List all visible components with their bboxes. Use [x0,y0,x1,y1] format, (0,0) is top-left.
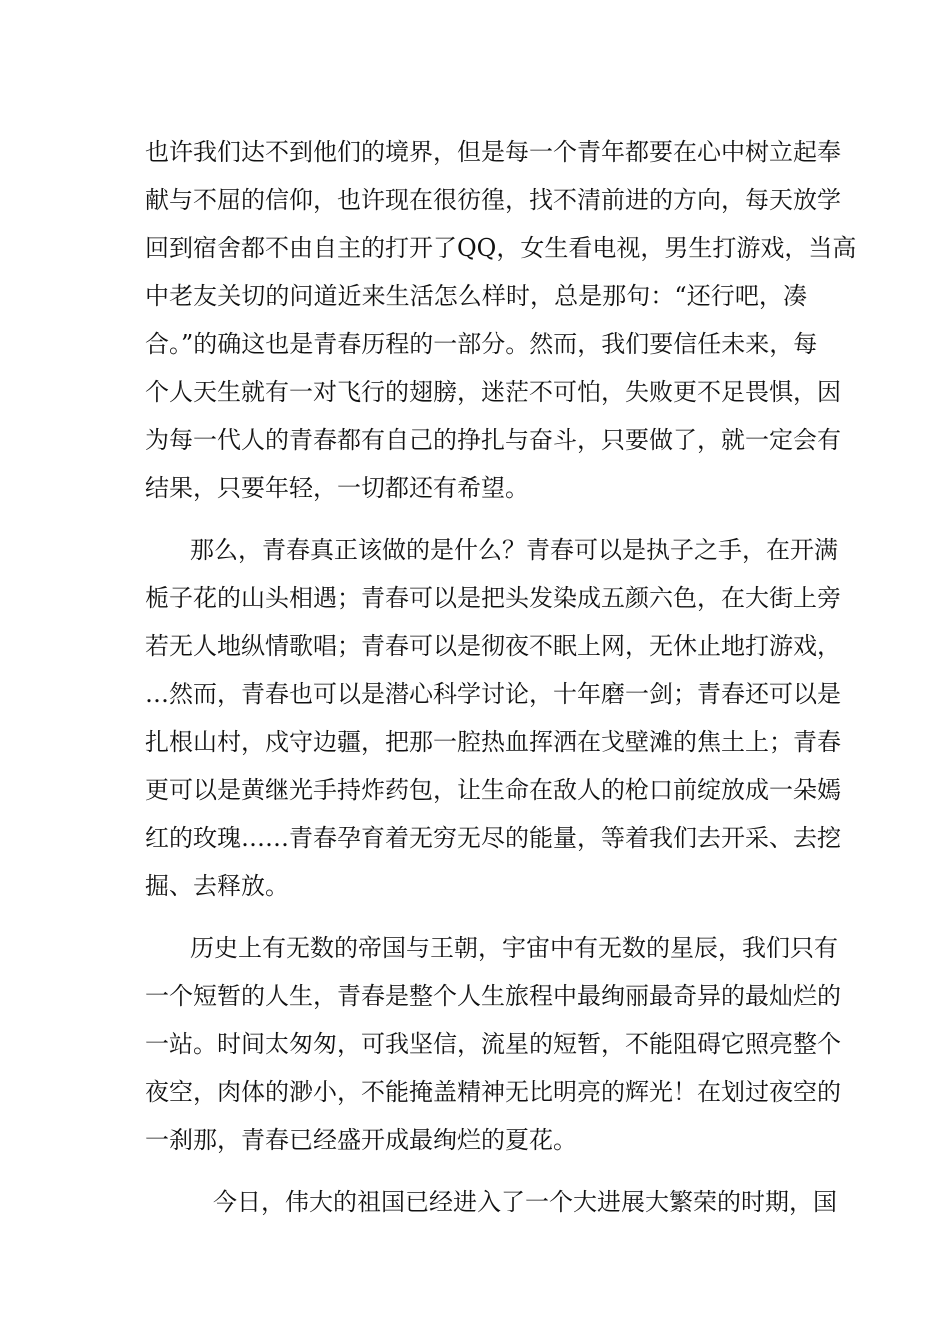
paragraph-3-line-3: 一站。时间太匆匆，可我坚信，流星的短暂，不能阻碍它照亮整个 [145,1030,841,1058]
paragraph-2-line-4: …然而，青春也可以是潜心科学讨论，十年磨一剑；青春还可以是 [145,680,841,708]
paragraph-2-line-3: 若无人地纵情歌唱；青春可以是彻夜不眠上网，无休止地打游戏， [145,632,841,660]
paragraph-4-line-1: 今日，伟大的祖国已经进入了一个大进展大繁荣的时期，国 [213,1188,837,1216]
paragraph-1-line-5: 合。”的确这也是青春历程的一部分。然而，我们要信任未来，每 [145,330,818,358]
paragraph-2-line-6: 更可以是黄继光手持炸药包，让生命在敌人的枪口前绽放成一朵嫣 [145,776,841,804]
paragraph-3-line-5: 一刹那，青春已经盛开成最绚烂的夏花。 [145,1126,577,1154]
paragraph-1-line-1: 也许我们达不到他们的境界，但是每一个青年都要在心中树立起奉 [145,138,841,166]
paragraph-2-line-5: 扎根山村，戍守边疆，把那一腔热血挥洒在戈壁滩的焦土上；青春 [145,728,841,756]
paragraph-1-line-7: 为每一代人的青春都有自己的挣扎与奋斗，只要做了，就一定会有 [145,426,841,454]
paragraph-2-line-1: 那么，青春真正该做的是什么？青春可以是执子之手，在开满 [190,536,838,564]
paragraph-1-line-6: 个人天生就有一对飞行的翅膀，迷茫不可怕，失败更不足畏惧，因 [145,378,841,406]
paragraph-1-line-3: 回到宿舍都不由自主的打开了QQ，女生看电视，男生打游戏，当高 [145,234,857,262]
paragraph-3-line-4: 夜空，肉体的渺小，不能掩盖精神无比明亮的辉光！在划过夜空的 [145,1078,841,1106]
paragraph-2-line-2: 栀子花的山头相遇；青春可以是把头发染成五颜六色，在大街上旁 [145,584,841,612]
paragraph-2-line-7: 红的玫瑰……青春孕育着无穷无尽的能量，等着我们去开采、去挖 [145,824,841,852]
paragraph-1-line-4: 中老友关切的问道近来生活怎么样时，总是那句：“还行吧，凑 [145,282,807,310]
paragraph-3-line-1: 历史上有无数的帝国与王朝，宇宙中有无数的星辰，我们只有 [190,934,838,962]
paragraph-2-line-8: 掘、去释放。 [145,872,289,900]
paragraph-1-line-8: 结果，只要年轻，一切都还有希望。 [145,474,529,502]
paragraph-1-line-2: 献与不屈的信仰，也许现在很彷徨，找不清前进的方向，每天放学 [145,186,841,214]
paragraph-3-line-2: 一个短暂的人生，青春是整个人生旅程中最绚丽最奇异的最灿烂的 [145,982,841,1010]
